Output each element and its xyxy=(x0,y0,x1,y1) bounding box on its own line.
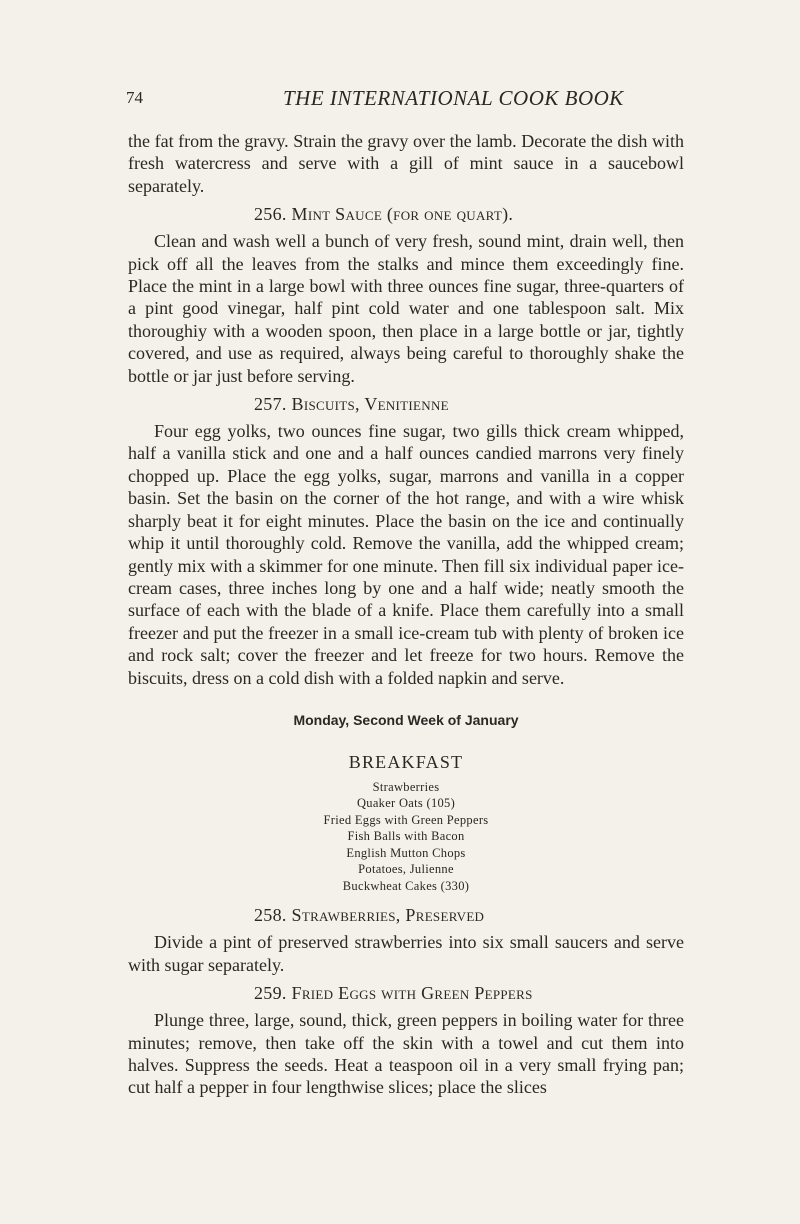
menu-item: Fried Eggs with Green Peppers xyxy=(323,812,489,827)
recipe-257-number: 257. xyxy=(254,394,287,415)
menu-item: Strawberries xyxy=(372,779,440,794)
recipe-258-title: Strawberries, Preserved xyxy=(291,905,485,926)
recipe-256-number: 256. xyxy=(254,204,287,225)
intro-paragraph: the fat from the gravy. Strain the gravy over the lamb. Decorate the dish with fresh watercress and serve with a gill of mint sauce in a saucebowl separately. xyxy=(128,131,684,196)
menu-item: Buckwheat Cakes (330) xyxy=(342,878,470,893)
main-text xyxy=(128,130,684,1099)
recipe-257-heading xyxy=(128,393,684,415)
page-number: 74 xyxy=(126,88,143,107)
recipe-258-heading xyxy=(128,904,684,926)
menu-item: Potatoes, Julienne xyxy=(358,862,454,877)
recipe-256-body: Clean and wash well a bunch of very fresh, sound mint, drain well, then pick off all the leaves from the stalks and mince them exceedingly fine. Place the mint in a large bowl with three ounces fine sugar, three-quarters of a pint good vinegar, half pint cold water and one tablespoon salt. Mix thoroughiy with a wooden spoon, then place in a large bottle or jar, tightly covered, and use as required, always being careful to thoroughly shake the bottle or jar just before serving. xyxy=(128,231,684,386)
recipe-258-body: Divide a pint of preserved strawberries into six small saucers and serve with sugar separately. xyxy=(128,932,684,975)
recipe-258-number: 258. xyxy=(254,905,287,926)
menu-item: English Mutton Chops xyxy=(346,845,466,860)
recipe-256-heading xyxy=(128,203,684,225)
menu-item: Quaker Oats (105) xyxy=(356,796,456,811)
recipe-257-title: Biscuits, Venitienne xyxy=(291,394,449,415)
recipe-259-heading xyxy=(128,982,684,1004)
recipe-257-body: Four egg yolks, two ounces fine sugar, two gills thick cream whipped, half a vanilla stick and one and a half ounces candied marrons very finely chopped up. Place the egg yolks, sugar, marrons and vanilla in a copper basin. Set the basin on the corner of the hot range, and with a wire whisk sharply beat it for eight minutes. Place the basin on the ice and continually whip it until thoroughly cold. Remove the vanilla, add the whipped cream; gently mix with a skimmer for one minute. Then fill six individual paper ice-cream cases, three inches long by one and a half wide; neatly smooth the surface of each with the blade of a knife. Place them carefully into a small freezer and put the freezer in a small ice-cream tub with plenty of broken ice and rock salt; cover the freezer and let freeze for two hours. Remove the biscuits, dress on a cold dish with a folded napkin and serve. xyxy=(128,421,684,688)
recipe-259-body: Plunge three, large, sound, thick, green peppers in boiling water for three minutes; remove, then take off the skin with a towel and cut them into halves. Suppress the seeds. Heat a teaspoon oil in a very small frying pan; cut half a pepper in four lengthwise slices; place the slices xyxy=(128,1010,684,1098)
recipe-256-title: Mint Sauce (for one quart). xyxy=(291,204,514,225)
menu-day-heading: Monday, Second Week of January xyxy=(293,711,519,728)
menu-item: Fish Balls with Bacon xyxy=(347,829,465,844)
menu-meal-heading: BREAKFAST xyxy=(348,751,464,772)
recipe-259-number: 259. xyxy=(254,983,287,1004)
running-head xyxy=(126,86,686,114)
recipe-259-title: Fried Eggs with Green Peppers xyxy=(291,983,533,1004)
menu-list xyxy=(128,779,684,895)
book-title: THE INTERNATIONAL COOK BOOK xyxy=(283,86,624,110)
